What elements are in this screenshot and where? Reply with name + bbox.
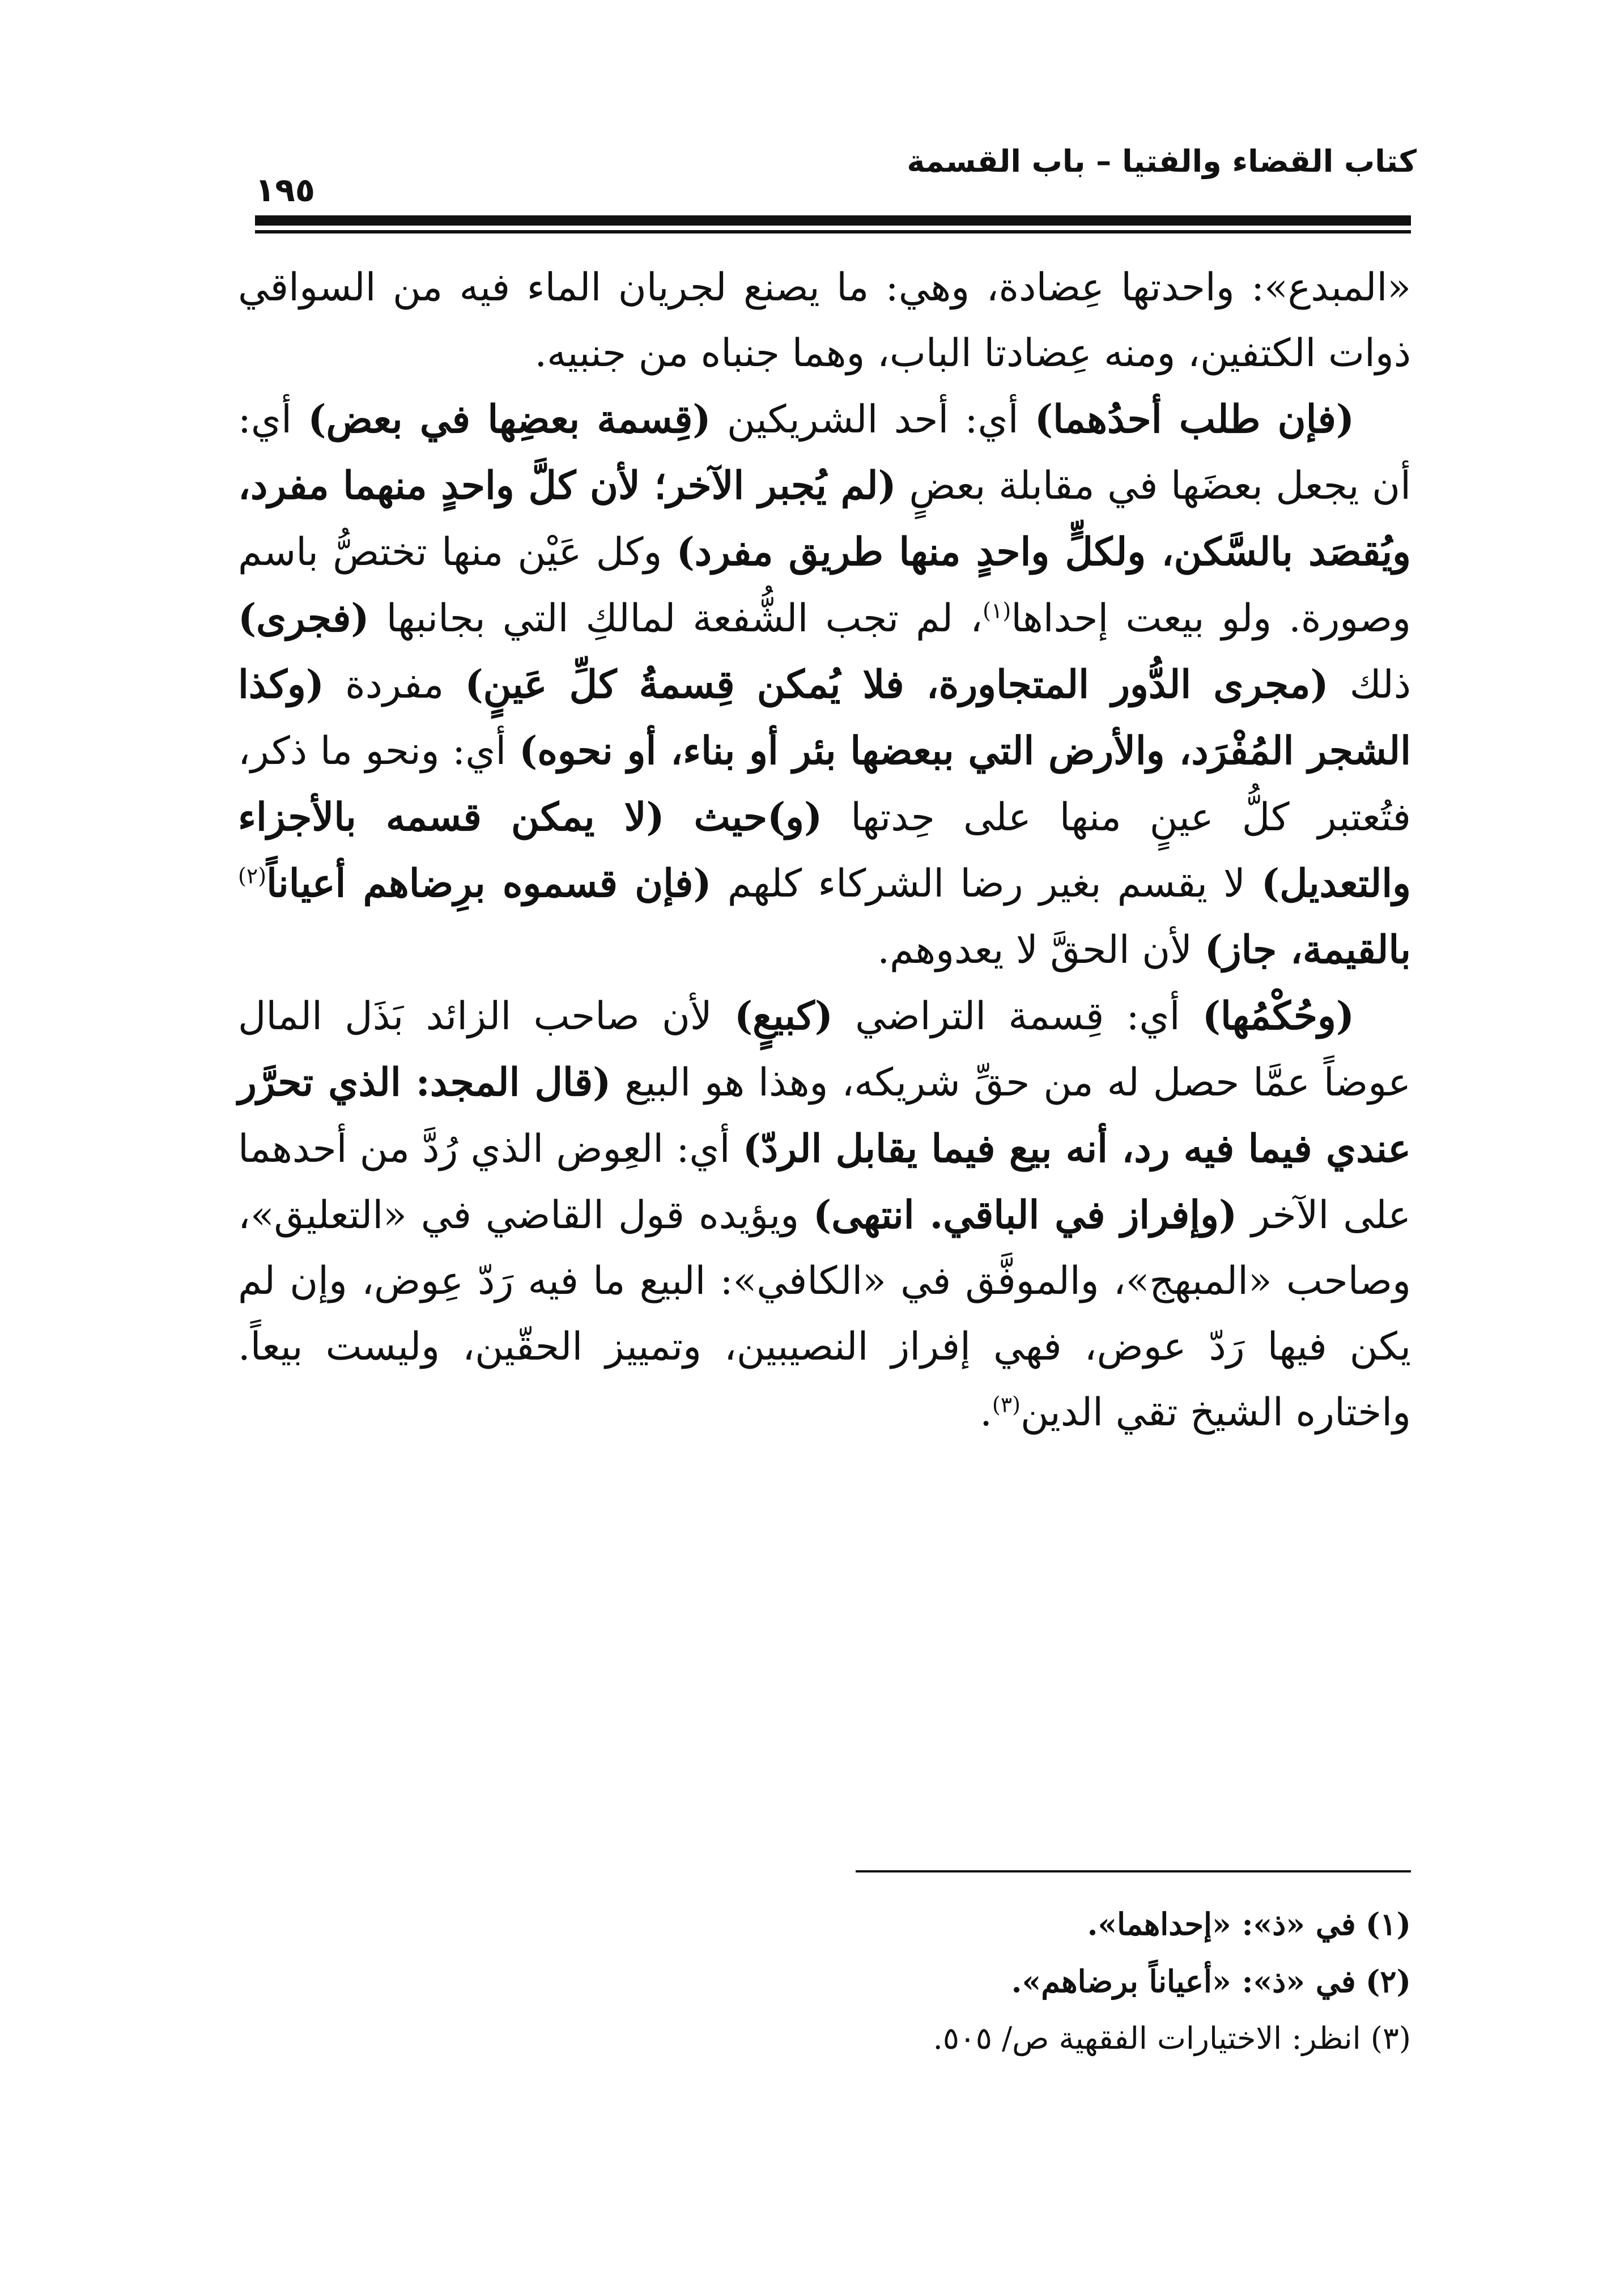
bold-run: (فإن قسموه برِضاهم أعياناً bbox=[266, 861, 712, 906]
text-run: أي: ونحو ما ذكر، فتُعتبر كلُّ عينٍ منها على حِدتها bbox=[238, 729, 1411, 840]
footnote-1 bbox=[238, 1896, 1411, 1953]
bold-run: (قال المجد: الذي تحرَّر عندي فيما فيه رد، أنه بيع فيما يقابل الردّ) bbox=[238, 1060, 1412, 1171]
bold-run: (و)حيث (لا يمكن قسمه بالأجزاء والتعديل) bbox=[238, 795, 1411, 906]
footnote-separator bbox=[856, 1870, 1411, 1872]
footnote-text: في «ذ»: «إحداهما». bbox=[1087, 1906, 1356, 1942]
footnote-ref-1: (١) bbox=[983, 598, 1011, 623]
bold-run: (وكذا الشجر المُفْرَد، والأرض التي ببعضها بئر أو بناء، أو نحوه) bbox=[238, 662, 1412, 774]
text-run: لا يقسم بغير رضا الشركاء كلهم bbox=[711, 861, 1261, 906]
running-header: كتاب القضاء والفتيا – باب القسمة bbox=[907, 143, 1417, 179]
text-run: أي: أن يجعل بعضَها في مقابلة بعضٍ bbox=[238, 397, 1411, 508]
text-run: وكل عَيْن منها تختصُّ باسم وصورة. ولو بيعت إحداها bbox=[238, 530, 1411, 641]
body-text bbox=[238, 255, 1411, 1446]
text-run: . bbox=[980, 1390, 992, 1435]
bold-run: (مجرى الدُّور المتجاورة، فلا يُمكن قِسمةُ كلِّ عَينٍ) bbox=[465, 662, 1329, 707]
header-rule-thick bbox=[255, 215, 1411, 226]
footnote-number: (٣) bbox=[1370, 2020, 1411, 2056]
footnote-3 bbox=[238, 2010, 1411, 2067]
bold-run: (فجرى) bbox=[238, 596, 369, 641]
bold-run: (وإفراز في الباقي. انتهى) bbox=[813, 1192, 1238, 1238]
text-run: لأن صاحب الزائد بَذَل المال عوضاً عمَّا حصل له من حقِّ شريكه، وهذا هو البيع bbox=[238, 994, 1411, 1105]
text-run: ويؤيده قول القاضي في «التعليق»، وصاحب «المبهج»، والموفَّق في «الكافي»: البيع ما فيه رَدّ عِوض، وإن لم يكن فيها رَدّ عوض، فهي إفراز النصيبين، وتمييز الحقّين، وليست بيعاً. واختاره الشيخ تقي الدين bbox=[238, 1193, 1411, 1435]
paragraph-3 bbox=[238, 983, 1411, 1446]
footnote-ref-3: (٣) bbox=[992, 1392, 1021, 1417]
text-run: لأن الحقَّ لا يعدوهم. bbox=[877, 928, 1205, 973]
bold-run: (كبيعٍ) bbox=[734, 993, 833, 1039]
text-run: أي: أحد الشريكين bbox=[711, 397, 1035, 442]
page-number: ١٩٥ bbox=[255, 171, 316, 209]
text-run: ذلك bbox=[1328, 663, 1412, 707]
text-run: ، لم تجب الشُّفعة لمالكِ التي بجانبها bbox=[369, 596, 983, 641]
text-run: أي: قِسمة التراضي bbox=[832, 994, 1202, 1039]
footnote-2 bbox=[238, 1953, 1411, 2010]
bold-run: بالقيمة، جاز) bbox=[1204, 927, 1411, 973]
footnote-text: انظر: الاختيارات الفقهية ص/ ٥٠٥. bbox=[933, 2020, 1361, 2056]
paragraph-1 bbox=[238, 255, 1411, 387]
footnote-number: (١) bbox=[1365, 1906, 1411, 1942]
paragraph-2 bbox=[238, 387, 1411, 983]
footnote-number: (٢) bbox=[1365, 1963, 1411, 1999]
bold-run: (فإن طلب أحدُهما) bbox=[1034, 397, 1354, 442]
text-run: مفردة bbox=[324, 663, 465, 707]
header-rule-thin bbox=[255, 230, 1411, 233]
footnote-ref-2: (٢) bbox=[238, 863, 267, 889]
footnotes bbox=[238, 1896, 1411, 2067]
bold-run: (لم يُجبر الآخر؛ لأن كلَّ واحدٍ منهما مفرد، ويُقصَد بالسَّكن، ولكلٍّ واحدٍ منها طريق مفرد) bbox=[238, 463, 1411, 575]
footnote-text: في «ذ»: «أعياناً برضاهم». bbox=[1011, 1963, 1356, 1999]
bold-run: (قِسمة بعضِها في بعض) bbox=[308, 397, 711, 442]
text-run: أي: العِوض الذي رُدَّ من أحدهما على الآخر bbox=[238, 1127, 1411, 1238]
text-run: «المبدع»: واحدتها عِضادة، وهي: ما يصنع لجريان الماء فيه من السواقي ذوات الكتفين، ومنه عِضادتا الباب، وهما جنباه من جنبيه. bbox=[238, 265, 1411, 376]
bold-run: (وحُكْمُها) bbox=[1202, 993, 1355, 1039]
